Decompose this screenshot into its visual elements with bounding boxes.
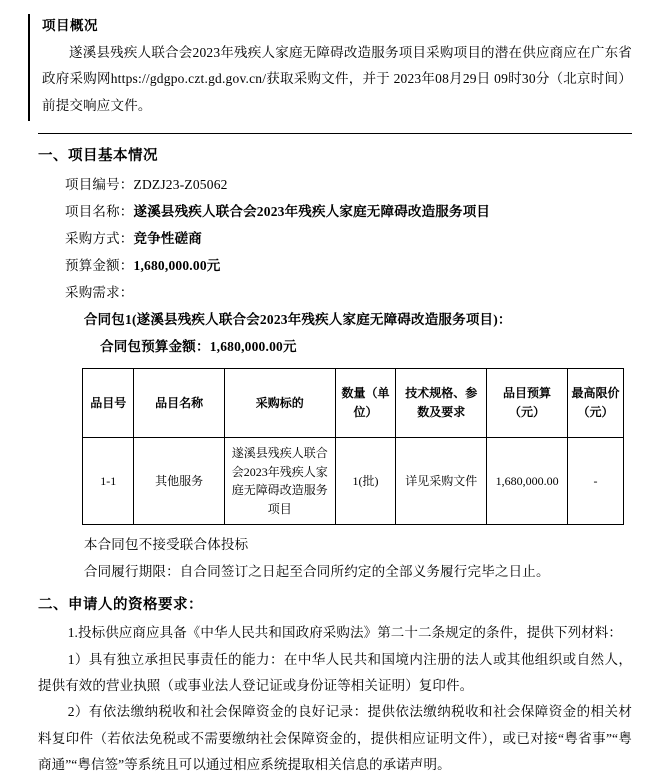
th-item-budget: 品目预算（元） [487, 368, 568, 437]
goods-table-wrapper [38, 368, 632, 525]
th-price-cap: 最高限价（元） [567, 368, 623, 437]
field-procurement-demand [38, 279, 632, 306]
section-heading-qualifications: 二、申请人的资格要求： [38, 597, 203, 614]
package-title [38, 306, 632, 333]
package-budget-text: 合同包预算金额：1,680,000.00元 [100, 338, 297, 354]
cell-item-name: 其他服务 [134, 437, 225, 524]
qualification-item-1-2: 2）有依法缴纳税收和社会保障资金的良好记录：提供依法缴纳税收和社会保障资金的相关材料复印件（若依法免税或不需要缴纳社会保障资金的，提供相应证明文件），或已对接“粤省事”“粤商通”“粤信签”等系统且可以通过相应系统提取相关信息的承诺声明。 [38, 704, 632, 772]
field-project-name-label: 项目名称： [65, 203, 134, 219]
cell-item-no: 1-1 [83, 437, 134, 524]
field-project-name [38, 198, 632, 225]
field-project-number [38, 171, 632, 198]
field-procurement-method-label: 采购方式： [65, 230, 134, 246]
note-contract-period: 合同履行期限：自合同签订之日起至合同所约定的全部义务履行完毕之日止。 [83, 564, 550, 580]
overview-paragraph: 遂溪县残疾人联合会2023年残疾人家庭无障碍改造服务项目采购项目的潜在供应商应在广东省政府采购网https://gdgpo.czt.gd.gov.cn/获取采购文件，并于 2023年08月29日 09时30分（北京时间）前提交响应文件。 [42, 45, 632, 113]
th-item-name: 品目名称 [134, 368, 225, 437]
field-project-name-value: 遂溪县残疾人联合会2023年残疾人家庭无障碍改造服务项目 [133, 203, 491, 219]
table-header-row [83, 368, 624, 437]
th-spec: 技术规格、参数及要求 [396, 368, 487, 437]
field-project-number-value: ZDZJ23-Z05062 [133, 176, 228, 192]
overview-divider [38, 133, 632, 134]
package-title-text: 合同包1(遂溪县残疾人联合会2023年残疾人家庭无障碍改造服务项目)： [83, 311, 512, 327]
field-budget-amount [38, 252, 632, 279]
overview-left-rule [28, 14, 30, 121]
cell-item-budget: 1,680,000.00 [487, 437, 568, 524]
section-heading-basic-info: 一、项目基本情况 [38, 147, 158, 164]
field-procurement-demand-label: 采购需求： [65, 284, 134, 300]
package-budget [38, 333, 632, 360]
cell-subject: 遂溪县残疾人联合会2023年残疾人家庭无障碍改造服务项目 [224, 437, 335, 524]
field-project-number-label: 项目编号： [65, 176, 134, 192]
th-quantity: 数量（单位） [335, 368, 396, 437]
th-item-no: 品目号 [83, 368, 134, 437]
qualification-item-1: 1.投标供应商应具备《中华人民共和国政府采购法》第二十二条规定的条件，提供下列材料： [67, 625, 623, 641]
note-no-consortium: 本合同包不接受联合体投标 [83, 537, 249, 553]
table-row [83, 437, 624, 524]
field-procurement-method-value: 竞争性磋商 [133, 230, 202, 246]
goods-table [82, 368, 624, 525]
th-subject: 采购标的 [224, 368, 335, 437]
cell-quantity: 1(批) [335, 437, 396, 524]
cell-price-cap: - [567, 437, 623, 524]
cell-spec: 详见采购文件 [396, 437, 487, 524]
overview-title: 项目概况 [42, 18, 98, 33]
project-overview-block [38, 14, 632, 127]
field-procurement-method [38, 225, 632, 252]
qualification-item-1-1: 1）具有独立承担民事责任的能力：在中华人民共和国境内注册的法人或其他组织或自然人，提供有效的营业执照（或事业法人登记证或身份证等相关证明）复印件。 [38, 651, 632, 693]
field-budget-amount-label: 预算金额： [65, 257, 134, 273]
field-budget-amount-value: 1,680,000.00元 [133, 257, 221, 273]
